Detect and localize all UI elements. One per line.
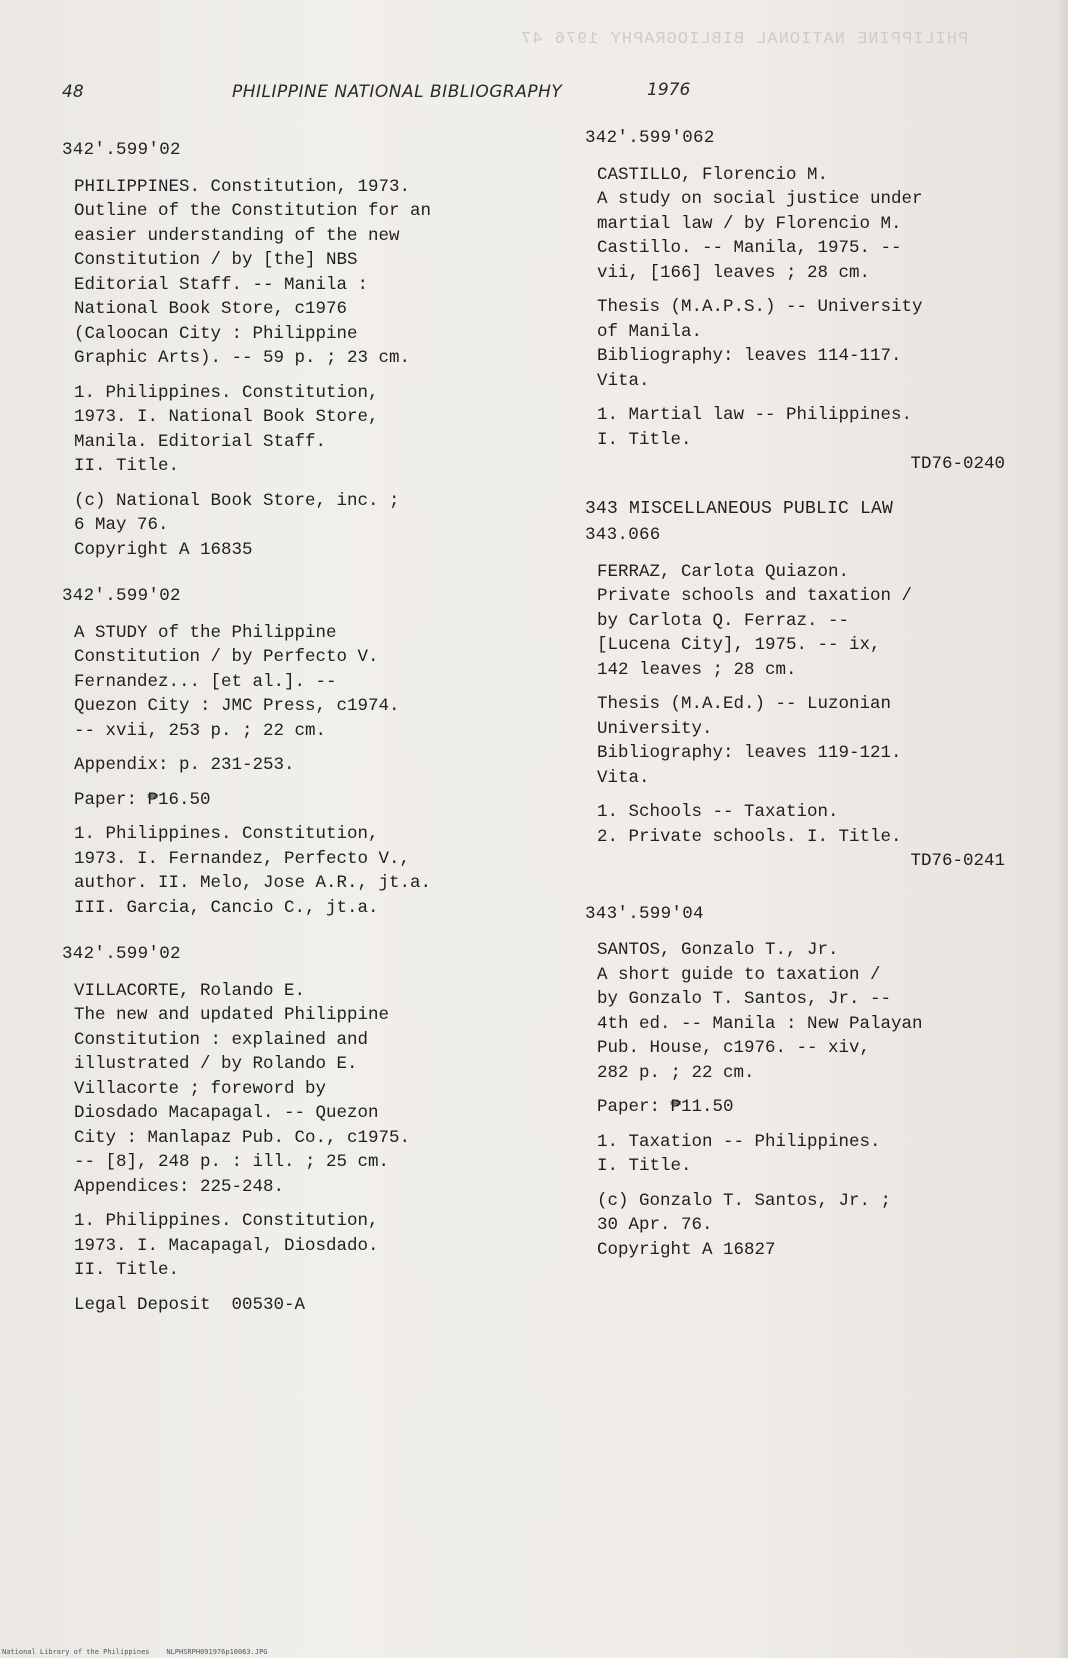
entry-line: -- [8], 248 p. : ill. ; 25 cm. — [74, 1152, 390, 1172]
tracing — [597, 1130, 1005, 1179]
catalog-entry — [62, 942, 522, 1317]
class-number: 343.066 — [585, 525, 661, 545]
entry-line: A short guide to taxation / — [597, 964, 881, 985]
page-edge — [1054, 0, 1068, 1658]
note-line: Bibliography: leaves 119-121. — [597, 743, 902, 763]
tracing-line: II. Title. — [74, 1260, 180, 1280]
entry-line: vii, [166] leaves ; 28 cm. — [597, 262, 871, 283]
class-number: 342'.599'062 — [585, 128, 715, 148]
tracing-line: 1973. I. National Book Store, — [74, 407, 379, 427]
copyright-line: Copyright A 16827 — [597, 1239, 776, 1260]
entry-line: illustrated / by Rolando E. — [74, 1054, 358, 1074]
note-line: Appendix: p. 231-253. — [74, 755, 295, 775]
catalog-entry — [62, 584, 522, 920]
tracing — [74, 381, 522, 479]
entry-line: Constitution : explained and — [74, 1029, 369, 1050]
entry-line: Outline of the Constitution for an — [74, 201, 432, 221]
entry-line: 4th ed. -- Manila : New Palayan — [597, 1013, 923, 1034]
entry-line: SANTOS, Gonzalo T., Jr. — [597, 940, 839, 960]
publication-title: PHILIPPINE NATIONAL BIBLIOGRAPHY — [232, 82, 563, 102]
note-line: of Manila. — [597, 321, 703, 342]
left-column — [62, 138, 522, 1317]
catalog-entry — [585, 902, 1005, 1263]
entry-line: by Carlota Q. Ferraz. -- — [597, 610, 850, 631]
td-number: TD76-0240 — [910, 454, 1005, 474]
entry-line: easier understanding of the new — [74, 225, 400, 246]
entry-line: 142 leaves ; 28 cm. — [597, 659, 797, 680]
running-header — [62, 82, 702, 110]
td-number: TD76-0241 — [910, 851, 1005, 871]
entry-line: Editorial Staff. -- Manila : — [74, 274, 369, 295]
section-heading: 343 MISCELLANEOUS PUBLIC LAW — [585, 498, 894, 519]
catalog-entry — [62, 138, 522, 562]
copyright-line: Copyright A 16835 — [74, 539, 253, 560]
entry-line: PHILIPPINES. Constitution, 1973. — [74, 176, 411, 197]
entry-line: National Book Store, c1976 — [74, 299, 348, 319]
class-number: 342'.599'02 — [62, 586, 181, 606]
note-line: Bibliography: leaves 114-117. — [597, 346, 902, 366]
entry-line: FERRAZ, Carlota Quiazon. — [597, 561, 850, 582]
catalog-entry — [585, 126, 1005, 477]
tracing-line: 1973. I. Macapagal, Diosdado. — [74, 1235, 379, 1256]
class-number: 342'.599'02 — [62, 140, 181, 160]
entry-line: Pub. House, c1976. -- xiv, — [597, 1038, 871, 1058]
entry-line: -- xvii, 253 p. ; 22 cm. — [74, 720, 327, 741]
entry-line: martial law / by Florencio M. — [597, 213, 902, 234]
right-column — [585, 126, 1005, 1262]
entry-line: City : Manlapaz Pub. Co., c1975. — [74, 1127, 411, 1148]
price-line: Paper: ₱11.50 — [597, 1097, 734, 1117]
tracing — [597, 403, 1005, 452]
copyright-line: (c) National Book Store, inc. ; — [74, 490, 400, 511]
scan-footer: National Library of the Philippines NLPHSRPH091976p10063.JPG — [2, 1648, 268, 1656]
bleed-through-header: PHILIPPINE NATIONAL BIBLIOGRAPHY 1976 47 — [520, 30, 969, 49]
tracing-line: 1. Schools -- Taxation. — [597, 802, 839, 822]
notes — [597, 295, 1005, 393]
legal-deposit — [74, 1293, 522, 1318]
copyright-line: (c) Gonzalo T. Santos, Jr. ; — [597, 1190, 892, 1211]
catalog-entry — [585, 497, 1005, 874]
entry-line: Constitution / by Perfecto V. — [74, 647, 379, 667]
tracing-line: 1. Martial law -- Philippines. — [597, 405, 913, 425]
entry-line: Graphic Arts). -- 59 p. ; 23 cm. — [74, 348, 411, 368]
note-line: Vita. — [597, 370, 650, 391]
price-line: Paper: ₱16.50 — [74, 789, 211, 810]
tracing-line: 1. Philippines. Constitution, — [74, 382, 379, 403]
price-note — [597, 1095, 1005, 1120]
entry-line: Castillo. -- Manila, 1975. -- — [597, 238, 902, 258]
tracing — [74, 1209, 522, 1283]
entry-line: [Lucena City], 1975. -- ix, — [597, 635, 881, 655]
entry-line: (Caloocan City : Philippine — [74, 323, 358, 344]
page-number: 48 — [62, 82, 84, 102]
tracing-line: 1. Philippines. Constitution, — [74, 824, 379, 844]
entry-line: Quezon City : JMC Press, c1974. — [74, 696, 400, 716]
tracing-line: 2. Private schools. I. Title. — [597, 826, 902, 847]
tracing-line: II. Title. — [74, 456, 180, 476]
entry-line: Diosdado Macapagal. -- Quezon — [74, 1103, 379, 1123]
entry-line: 282 p. ; 22 cm. — [597, 1062, 755, 1083]
publication-year: 1976 — [647, 80, 691, 100]
note-line: Vita. — [597, 767, 650, 788]
tracing-line: Manila. Editorial Staff. — [74, 431, 327, 452]
entry-line: Villacorte ; foreword by — [74, 1078, 327, 1099]
copyright-line: 30 Apr. 76. — [597, 1215, 713, 1235]
tracing-line: 1. Philippines. Constitution, — [74, 1211, 379, 1231]
tracing-line: I. Title. — [597, 429, 692, 450]
tracing-line: I. Title. — [597, 1156, 692, 1176]
copyright-line: 6 May 76. — [74, 515, 169, 535]
class-number: 343'.599'04 — [585, 903, 704, 924]
tracing-line: 1. Taxation -- Philippines. — [597, 1131, 881, 1152]
entry-line: CASTILLO, Florencio M. — [597, 164, 829, 185]
note-line: Appendices: 225-248. — [74, 1176, 285, 1197]
entry-line: VILLACORTE, Rolando E. — [74, 980, 306, 1001]
copyright-note — [74, 489, 522, 563]
tracing-line: 1973. I. Fernandez, Perfecto V., — [74, 848, 411, 869]
tracing — [597, 800, 1005, 849]
class-number: 342'.599'02 — [62, 944, 181, 964]
note-line: University. — [597, 718, 713, 739]
tracing — [74, 822, 522, 920]
entry-line: Private schools and taxation / — [597, 586, 913, 606]
entry-line: A study on social justice under — [597, 189, 923, 209]
entry-line: The new and updated Philippine — [74, 1005, 390, 1025]
tracing-line: III. Garcia, Cancio C., jt.a. — [74, 897, 379, 918]
copyright-note — [597, 1189, 1005, 1263]
price-note — [74, 788, 522, 813]
entry-line: by Gonzalo T. Santos, Jr. -- — [597, 989, 892, 1009]
entry-line: Fernandez... [et al.]. -- — [74, 671, 337, 692]
notes — [597, 692, 1005, 790]
deposit-line: Legal Deposit 00530-A — [74, 1294, 306, 1315]
tracing-line: author. II. Melo, Jose A.R., jt.a. — [74, 873, 432, 893]
note-line: Thesis (M.A.P.S.) -- University — [597, 297, 923, 317]
entry-line: Constitution / by [the] NBS — [74, 250, 358, 270]
note-line: Thesis (M.A.Ed.) -- Luzonian — [597, 694, 892, 714]
note — [74, 753, 522, 778]
entry-line: A STUDY of the Philippine — [74, 622, 337, 643]
